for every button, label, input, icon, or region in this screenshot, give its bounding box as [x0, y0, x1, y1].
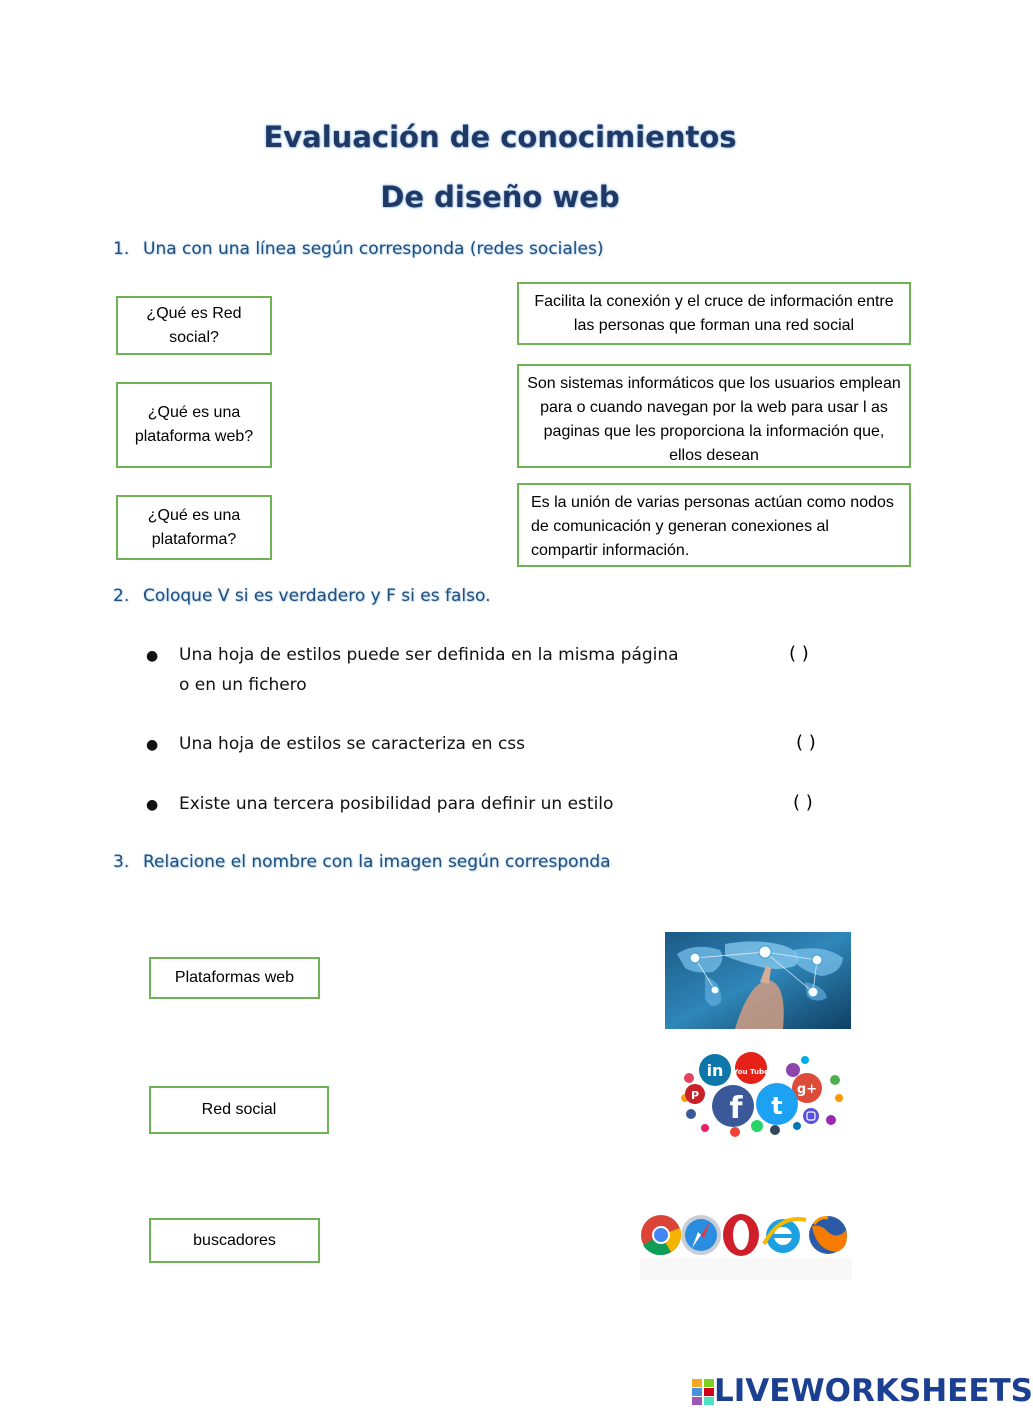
label-text: buscadores [193, 1231, 276, 1249]
section-3-heading [113, 852, 611, 872]
chrome-icon [641, 1215, 681, 1255]
question-box-red-social[interactable] [116, 296, 272, 355]
answer-box-1[interactable] [517, 282, 911, 345]
question-box-plataforma-web[interactable] [116, 382, 272, 468]
question-text: ¿Qué es Red social? [146, 304, 242, 346]
answer-paren-1[interactable]: ( ) [789, 643, 809, 664]
bullet: ● [146, 648, 159, 664]
safari-icon [681, 1215, 721, 1255]
facebook-icon-letter: f [729, 1091, 743, 1126]
liveworksheets-logo[interactable] [692, 1373, 1033, 1409]
answer-paren-2[interactable]: ( ) [796, 732, 816, 753]
section-3-title: Relacione el nombre con la imagen según corresponda [143, 852, 611, 872]
liveworksheets-logo-icon [692, 1379, 714, 1405]
answer-box-3[interactable] [517, 483, 911, 567]
section-3-number: 3. [113, 852, 130, 872]
youtube-icon-text: You Tube [733, 1068, 769, 1076]
question-text: ¿Qué es una plataforma? [147, 506, 241, 548]
label-box-buscadores[interactable] [149, 1218, 320, 1263]
label-box-plataformas-web[interactable] [149, 957, 320, 999]
section-2-title: Coloque V si es verdadero y F si es falso. [143, 586, 491, 606]
browsers-icons-row [640, 1210, 852, 1280]
firefox-icon [809, 1216, 847, 1254]
statement-3 [146, 789, 158, 820]
twitter-icon-letter: t [771, 1092, 783, 1120]
label-box-red-social[interactable] [149, 1086, 329, 1134]
pinterest-icon-letter: P [690, 1089, 700, 1102]
statement-1 [146, 640, 158, 671]
answer-text: Facilita la conexión y el cruce de información entre las personas que forman una red social [534, 292, 894, 334]
opera-icon [723, 1214, 759, 1256]
world-network-image[interactable] [665, 932, 851, 1029]
social-icons-cluster [675, 1050, 847, 1140]
page-subtitle: De diseño web [380, 180, 620, 214]
statement-line: Una hoja de estilos puede ser definida en la misma página [179, 645, 679, 665]
answer-text: Son sistemas informáticos que los usuarios emplean para o cuando navegan por la web para usar l as paginas que les proporciona la información que, ellos desean [527, 375, 901, 464]
bullet: ● [146, 797, 159, 813]
liveworksheets-brand-text: LIVEWORKSHEETS [714, 1373, 1033, 1409]
page-title: Evaluación de conocimientos [263, 120, 737, 154]
bullet: ● [146, 737, 159, 753]
label-text: Plataformas web [174, 969, 295, 986]
section-2-heading [113, 586, 491, 606]
statement-3-text: Existe una tercera posibilidad para definir un estilo [179, 794, 614, 814]
world-network-illustration [665, 932, 851, 1029]
statement-1-text [179, 640, 699, 700]
statement-line: o en un fichero [179, 675, 307, 695]
section-1-number: 1. [113, 239, 130, 259]
question-text: ¿Qué es una plataforma web? [134, 404, 254, 445]
social-media-icons-image[interactable] [675, 1050, 847, 1140]
section-2-number: 2. [113, 586, 130, 606]
internet-explorer-icon [764, 1219, 806, 1253]
section-1-heading [113, 239, 603, 259]
question-box-plataforma[interactable] [116, 495, 272, 560]
google-plus-icon-text: g+ [796, 1082, 818, 1097]
answer-text: Es la unión de varias personas actúan como nodos de comunicación y generan conexiones al compartir información. [531, 494, 894, 559]
linkedin-icon-letters: in [706, 1061, 724, 1080]
statement-2-text: Una hoja de estilos se caracteriza en css [179, 734, 526, 754]
browsers-icons-image[interactable] [640, 1210, 852, 1280]
answer-paren-3[interactable]: ( ) [793, 792, 813, 813]
section-1-title: Una con una línea según corresponda (redes sociales) [143, 239, 604, 259]
instagram-icon [803, 1108, 819, 1124]
statement-2 [146, 729, 158, 760]
label-text: Red social [201, 1101, 277, 1118]
answer-box-2[interactable] [517, 364, 911, 468]
